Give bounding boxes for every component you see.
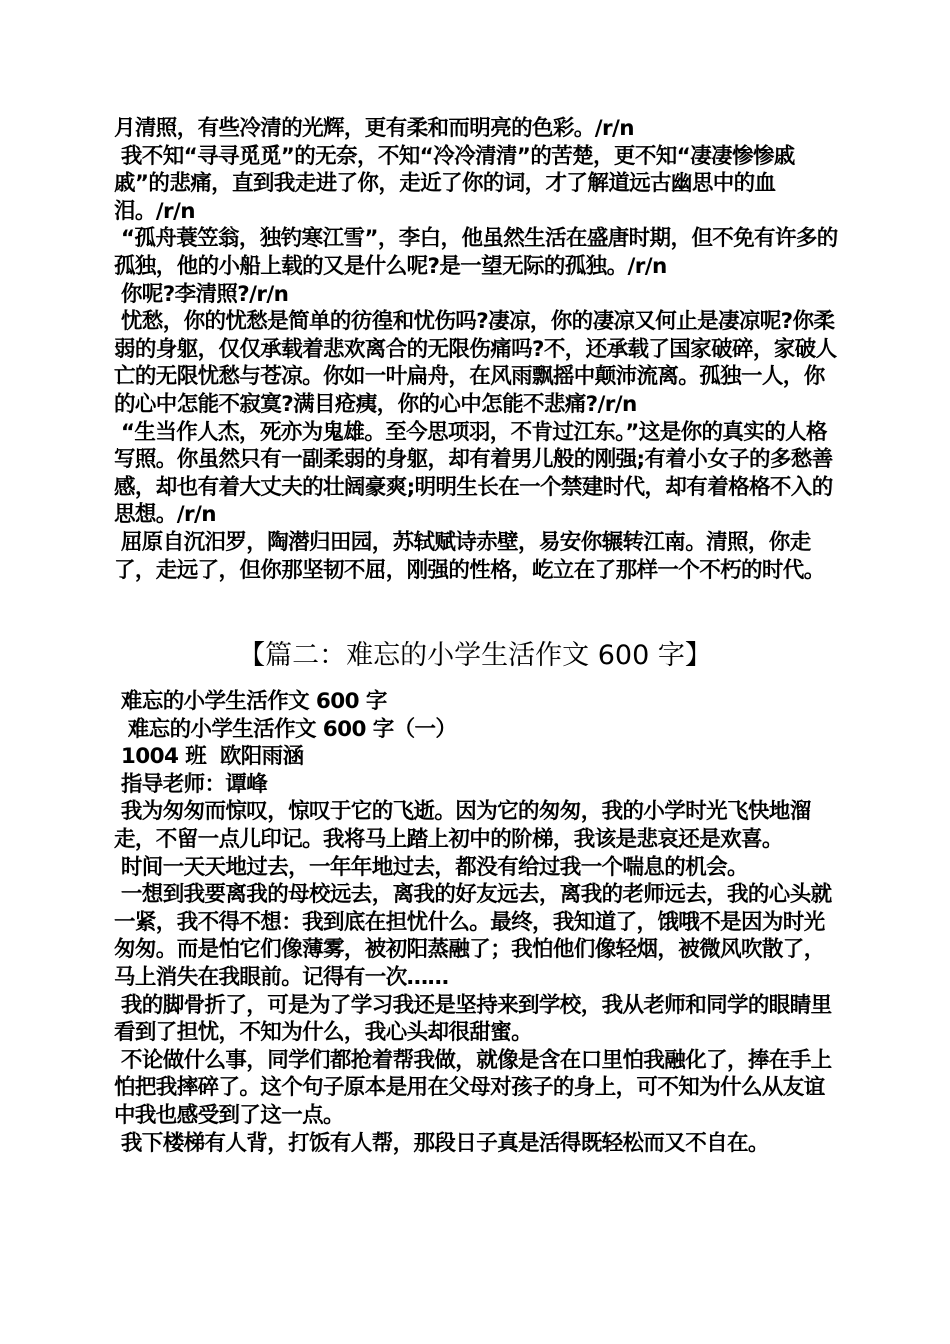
author-line: 1004 班 欧阳雨涵 bbox=[114, 744, 304, 770]
paragraph: 我为匆匆而惊叹，惊叹于它的飞逝。因为它的匆匆，我的小学时光飞快地溜走，不留一点儿印记。我将马上踏上初中的阶梯，我该是悲哀还是欢喜。 bbox=[114, 799, 811, 852]
essay-one-body bbox=[114, 115, 844, 584]
teacher-line: 指导老师：谭峰 bbox=[114, 771, 268, 797]
paragraph: 时间一天天地过去，一年年地过去，都没有给过我一个喘息的机会。 bbox=[114, 854, 748, 880]
paragraph: 我下楼梯有人背，打饭有人帮，那段日子真是活得既轻松而又不自在。 bbox=[114, 1130, 769, 1156]
paragraph: 不论做什么事，同学们都抢着帮我做，就像是含在口里怕我融化了，捧在手上怕把我摔碎了。这个句子原本是用在父母对孩子的身上，可不知为什么从友谊中我也感受到了这一点。 bbox=[114, 1047, 832, 1128]
essay-two-body bbox=[114, 688, 844, 1157]
paragraph: 月清照，有些冷清的光辉，更有柔和而明亮的色彩。/r/n bbox=[114, 116, 634, 141]
paragraph: 一想到我要离我的母校远去，离我的好友远去，离我的老师远去，我的心头就一紧，我不得不想：我到底在担忧什么。最终，我知道了，饿哦不是因为时光匆匆。而是怕它们像薄雾，被初阳蒸融了；我怕他们像轻烟，被微风吹散了，马上消失在我眼前。记得有一次…… bbox=[114, 882, 832, 990]
paragraph: “生当作人杰，死亦为鬼雄。至今思项羽，不肯过江东。”这是你的真实的人格写照。你虽然只有一副柔弱的身躯，却有着男儿般的刚强;有着小女子的多愁善感，却也有着大丈夫的壮阔豪爽;明明生长在一个禁建时代，却有着格格不入的思想。/r/n bbox=[114, 419, 833, 528]
paragraph: 屈原自沉汨罗，陶潜归田园，苏轼赋诗赤壁，易安你辗转江南。清照，你走了，走远了，但你那坚韧不屈，刚强的性格，屹立在了那样一个不朽的时代。 bbox=[114, 529, 825, 583]
essay-subtitle: 难忘的小学生活作文 600 字（一） bbox=[114, 716, 457, 742]
section-heading: 【篇二：难忘的小学生活作文 600 字】 bbox=[238, 640, 712, 671]
paragraph: 我的脚骨折了，可是为了学习我还是坚持来到学校，我从老师和同学的眼睛里看到了担忧，不知为什么，我心头却很甜蜜。 bbox=[114, 992, 832, 1046]
paragraph: 你呢?李清照?/r/n bbox=[114, 281, 289, 307]
essay-title: 难忘的小学生活作文 600 字 bbox=[114, 689, 387, 714]
paragraph: 忧愁，你的忧愁是简单的彷徨和忧伤吗?凄凉，你的凄凉又何止是凄凉呢?你柔弱的身躯，仅仅承载着悲欢离合的无限伤痛吗?不，还承载了国家破碎，家破人亡的无限忧愁与苍凉。你如一叶扁舟，在风雨飘摇中颠沛流离。孤独一人，你的心中怎能不寂寞?满目疮痍，你的心中怎能不悲痛?/r/n bbox=[114, 309, 837, 417]
paragraph: “孤舟蓑笠翁，独钓寒江雪”，李白，他虽然生活在盛唐时期，但不免有许多的孤独，他的小船上载的又是什么呢?是一望无际的孤独。/r/n bbox=[114, 226, 838, 279]
paragraph: 我不知“寻寻觅觅”的无奈，不知“冷冷清清”的苦楚，更不知“凄凄惨惨戚戚”的悲痛，直到我走进了你，走近了你的词，才了解道远古幽思中的血泪。/r/n bbox=[114, 143, 795, 224]
